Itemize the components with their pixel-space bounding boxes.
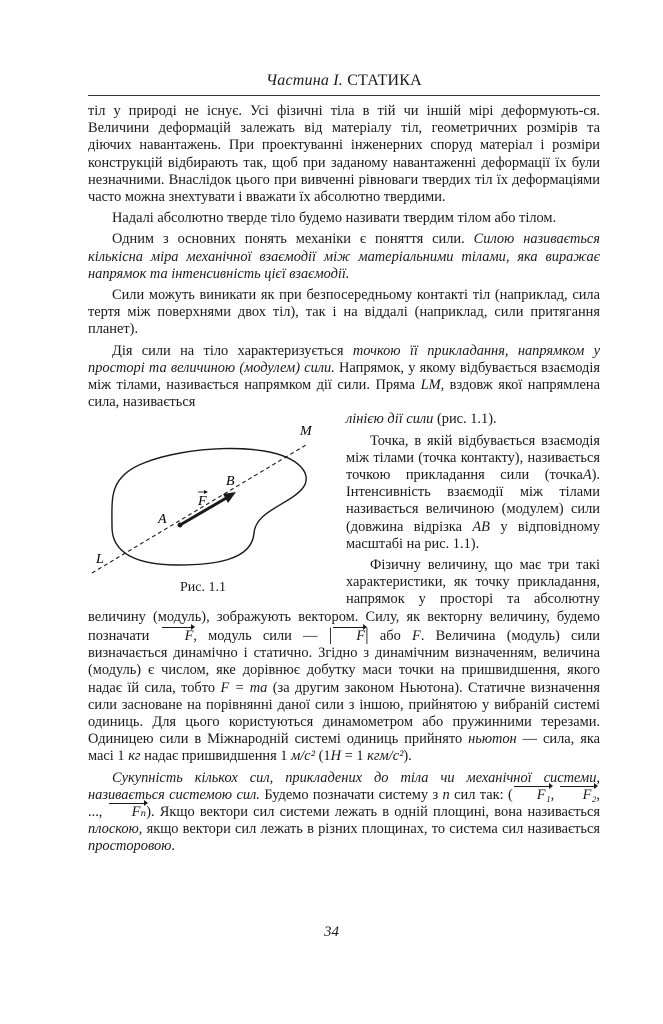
paragraph-5	[88, 343, 600, 412]
point-a-label: A	[582, 467, 592, 484]
figure-1-1	[88, 415, 336, 597]
body-text	[88, 103, 600, 856]
unit-kg: кг	[128, 748, 141, 765]
unit-kgm: кгм/с²	[367, 748, 404, 765]
paragraph-7-text-f: (за другим законом Ньютона). Статичне визначення сили засноване на порівнянні даної сили з іншою, прийнятою у вибраній системі одиниць. Для цього користуються динамометром або пружинними терезами. Одиницею сили в Міжнародній системі одиниць прийнято	[88, 679, 600, 748]
paragraph-5-italic-b: точкою її прикладання, напрямком у просторі та величиною (модулем) сили.	[88, 342, 600, 376]
point-a	[178, 523, 183, 528]
paragraph-7-text-l: (1	[318, 748, 331, 765]
notation-comma: ,	[550, 786, 555, 803]
paragraph-7-text-b: , модуль сили —	[193, 627, 318, 644]
newton-unit: ньютон	[468, 731, 517, 748]
paragraph-7-text-n: = 1	[344, 748, 364, 765]
unit-newton: Н	[330, 748, 342, 765]
paragraph-8-text-i: .	[171, 838, 175, 855]
paragraph-3-text: Одним з основних понять механіки є поняття сили.	[112, 231, 465, 248]
paragraph-8-text-d: сил так:	[454, 786, 504, 803]
label-m: M	[300, 424, 312, 440]
force-diagram	[88, 415, 336, 597]
vector-f-symbol: F	[161, 628, 194, 645]
vector-f2: F₂	[559, 787, 597, 804]
force-definition: Силою називається кількісна міра механічної взаємодії між матеріальними тілами, яка виражає напрямок та інтенсивність цієї взаємодії.	[88, 231, 600, 282]
vector-f-abs-symbol: F	[332, 628, 365, 645]
n-symbol: n	[442, 786, 450, 803]
label-a: A	[158, 512, 167, 528]
paragraph-3	[88, 231, 600, 283]
paragraph-4: Сили можуть виникати як при безпосередньому контакті тіл (наприклад, сила тертя між поверхнями двох тіл), так і на віддалі (наприклад, сили притягання планет).	[88, 287, 600, 338]
force-system-notation: ( F₁, F₂, ..., Fₙ).	[88, 786, 600, 820]
paragraph-7-text-h: — сила, яка масі 1	[88, 731, 600, 765]
line-lm-label: LM,	[420, 377, 445, 394]
vector-fn: Fₙ	[108, 804, 147, 821]
paragraph-5-text-c: Напрямок, у якому відбувається взаємодія між тілами, називається напрямком дії сили. Пряма	[88, 359, 600, 394]
label-b: B	[226, 474, 235, 490]
paragraph-7-text-d: . Величина (модуль) сили визначається динамічно і статично. Згідно з динамічним визначенням, величина (модуль) є числом, яке дорівнює добутку маси точки на пришвидшення, якого надає їй сила, тобто	[88, 627, 601, 696]
line-of-action-term: лінією дії сили	[346, 411, 434, 428]
paragraph-8-text-g: , якщо вектори сил лежать в різних площинах, то система сил називається	[138, 821, 600, 838]
header-part: Частина I.	[266, 72, 343, 89]
abs-open: |	[328, 623, 333, 644]
paragraph-6-text-c: ). Інтенсивність взаємодії між тілами називається величиною (модулем) сили (довжина відрізка	[346, 467, 600, 535]
header-title: СТАТИКА	[347, 72, 422, 89]
header-rule	[88, 95, 600, 96]
page-number: 34	[324, 924, 339, 940]
paragraph-7-text-j: надає пришвидшення 1	[144, 748, 288, 765]
notation-dots: ...,	[88, 803, 103, 820]
notation-comma: ,	[596, 786, 600, 803]
paragraph-6-text-a: Точка, в якій відбувається взаємодія між тілами (точка контакту), називається точкою прикладання сили (точка	[346, 432, 600, 484]
unit-acceleration: м/с²	[291, 748, 316, 765]
paragraph-6-text-e: у відповідному масштабі на рис. 1.1).	[346, 518, 600, 552]
paragraph-1: тіл у природі не існує. Усі фізичні тіла в тій чи іншій мірі деформують-ся. Величини деформацій залежать від матеріалу тіл, геометричних розмірів та діючих навантажень. При проектуванні інженерних споруд матеріал і розміри конструкцій відбирають так, щоб при заданому навантаженні деформації їх були незначними. Внаслідок цього при вивченні рівноваги твердих тіл їх деформаціями часто можна знехтувати і вважати їх абсолютно твердими.	[88, 103, 600, 206]
figure-reference: (рис. 1.1).	[436, 411, 497, 428]
label-l: L	[96, 552, 104, 568]
newton-second-law: F = ma	[220, 679, 268, 696]
figure-caption: Рис. 1.1	[180, 580, 226, 596]
paragraph-7-text-a: Фізичну величину, що має три такі характеристики, як точку прикладання, напрямок у просторі та абсолютну величину (модуль), зображують вектором. Силу, як векторну величину, будемо позначати	[88, 557, 600, 644]
force-system-definition: Сукупність кількох сил, прикладених до тіла чи механічної системи, називається системою сил.	[88, 769, 600, 803]
paragraph-8	[88, 770, 600, 856]
paragraph-2: Надалі абсолютно тверде тіло будемо називати твердим тілом або тілом.	[112, 210, 557, 227]
label-f: F	[198, 494, 207, 510]
paragraph-7-text-c: або	[379, 627, 401, 644]
paragraph-7-text-p: ).	[403, 748, 412, 765]
paragraph-5-text-a: Дія сили на тіло характеризується	[112, 342, 344, 359]
running-header	[88, 72, 600, 90]
spatial-system-term: просторовою	[88, 838, 172, 855]
paragraph-8-text-e: Якщо вектори сил системи лежать в одній площині, вона називається	[159, 803, 600, 820]
segment-ab-label: AB	[472, 518, 490, 535]
paragraph-8-text-b: Будемо позначати систему з	[264, 786, 439, 803]
paragraph-5-text-e: вздовж якої напрямлена сила, називається	[88, 377, 600, 411]
vector-f1: F₁	[513, 787, 551, 804]
scalar-f-symbol: F	[412, 627, 421, 644]
plane-system-term: плоскою	[88, 821, 139, 838]
abs-close: |	[365, 623, 369, 644]
